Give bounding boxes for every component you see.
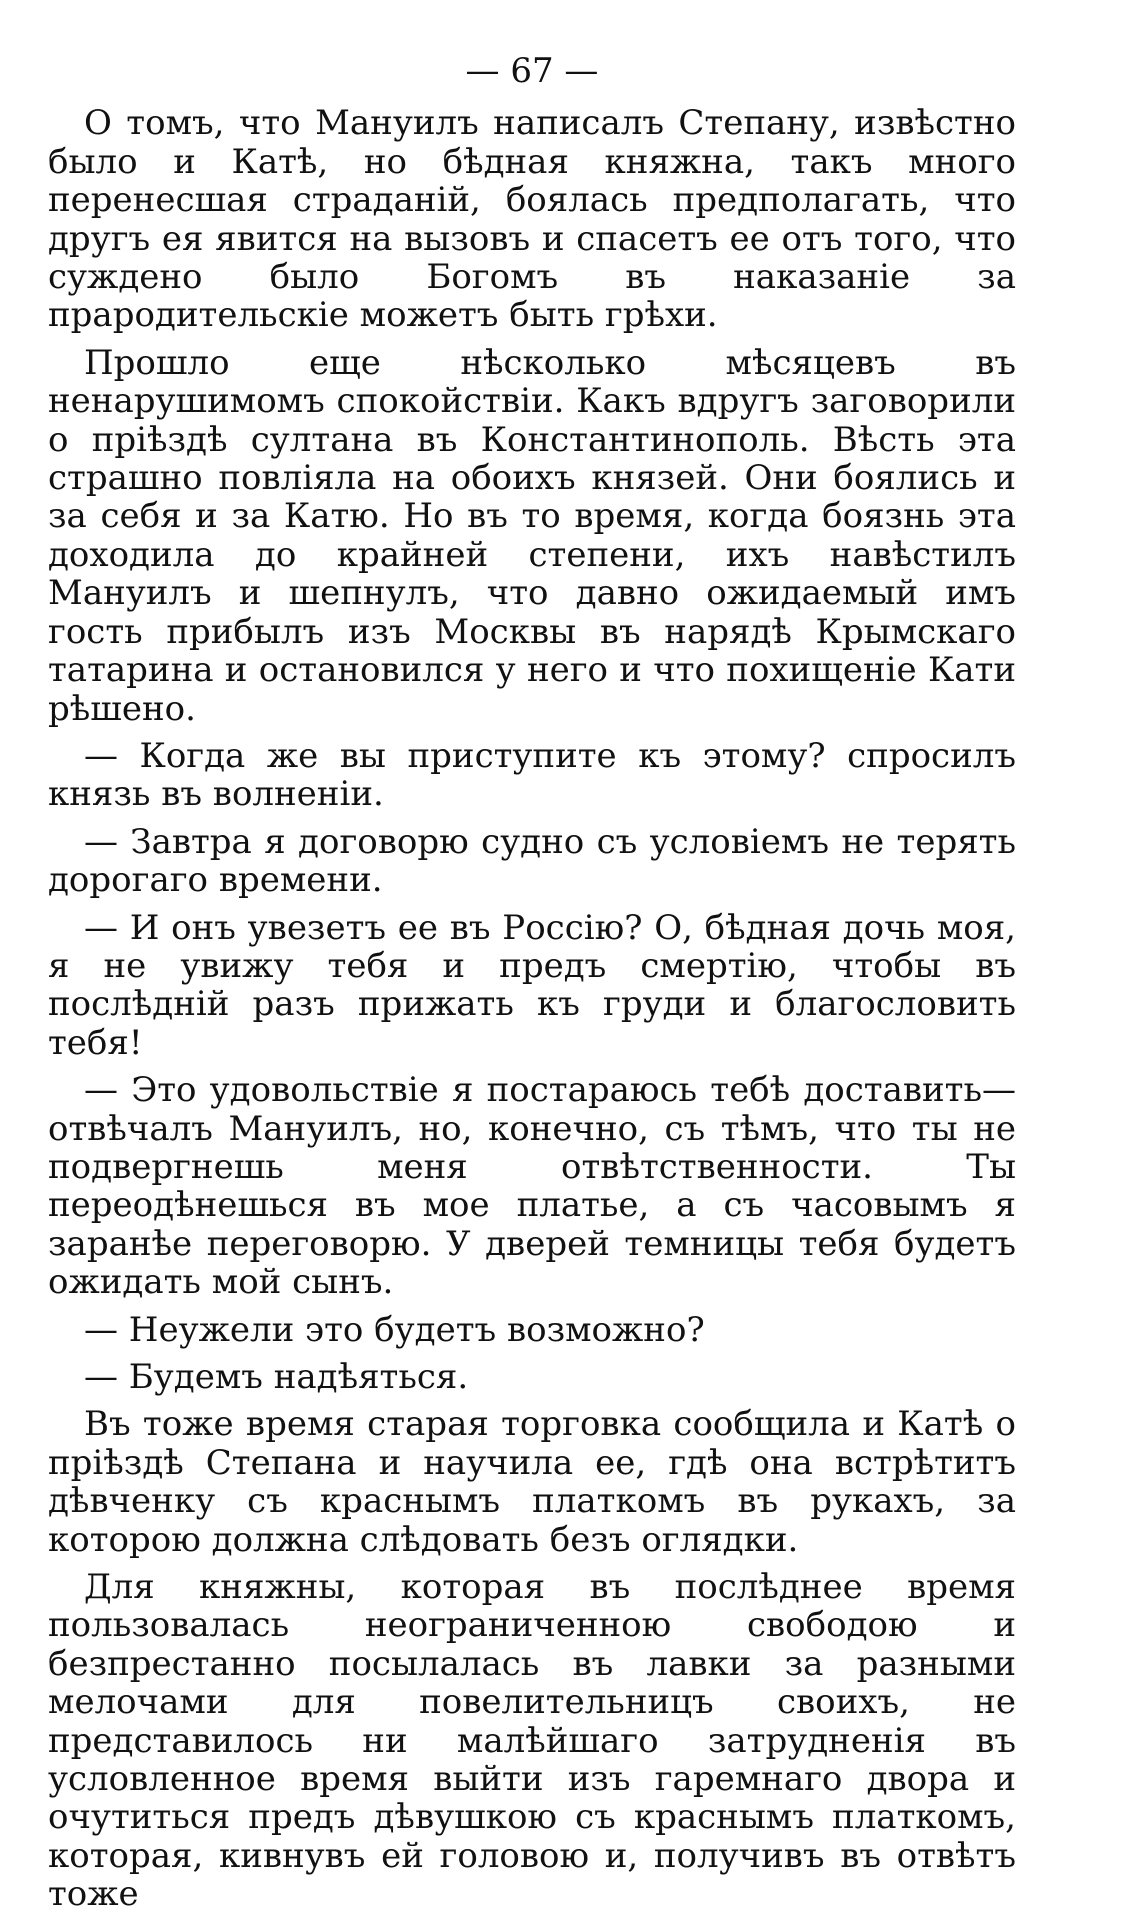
dialog-line: — И онъ увезетъ ее въ Россію? О, бѣдная дочь моя, я не увижу тебя и предъ смертію, чтобы въ послѣдній разъ прижать къ груди и благословить тебя!: [48, 907, 1016, 1063]
paragraph: О томъ, что Мануилъ написалъ Степану, извѣстно было и Катѣ, но бѣдная княжна, такъ много перенесшая страданій, боялась предполагать, что другъ ея явится на вызовъ и спасетъ ее отъ того, что суждено было Богомъ въ наказаніе за прародительскіе можетъ быть грѣхи.: [48, 103, 1016, 336]
paragraph: Для княжны, которая въ послѣднее время пользовалась неограниченною свободою и безпрестанно посылалась въ лавки за разными мелочами для повелительницъ своихъ, не представилось ни малѣйшаго затрудненія въ условленное время выйти изъ гаремнаго двора и очутиться предъ дѣвушкою съ краснымъ платкомъ, которая, кивнувъ ей головою и, получивъ въ отвѣтъ тоже: [48, 1567, 1016, 1915]
dialog-line: — Когда же вы приступите къ этому? спросилъ князь въ волненіи.: [48, 735, 1016, 815]
dialog-line: — Это удовольствіе я постараюсь тебѣ доставить— отвѣчалъ Мануилъ, но, конечно, съ тѣмъ, что ты не подвергнешь меня отвѣтственности. Ты переодѣнешься въ мое платье, а съ часовымъ я заранѣе переговорю. У дверей темницы тебя будетъ ожидать мой сынъ.: [48, 1070, 1016, 1303]
dialog-line: — Завтра я договорю судно съ условіемъ не терять дорогаго времени.: [48, 821, 1016, 901]
page-number: — 67 —: [465, 51, 599, 91]
dialog-line: — Будемъ надѣяться.: [84, 1357, 469, 1397]
dialog-line: — Неужели это будетъ возможно?: [84, 1309, 705, 1350]
book-page: [48, 52, 1016, 1923]
paragraph: Въ тоже время старая торговка сообщила и Катѣ о пріѣздѣ Степана и научила ее, гдѣ она встрѣтитъ дѣвченку съ краснымъ платкомъ въ рукахъ, за которою должна слѣдовать безъ оглядки.: [48, 1404, 1016, 1560]
paragraph: Прошло еще нѣсколько мѣсяцевъ въ ненарушимомъ спокойствіи. Какъ вдругъ заговорили о пріѣздѣ султана въ Константинополь. Вѣсть эта страшно повліяла на обоихъ князей. Они боялись и за себя и за Катю. Но въ то время, когда боязнь эта доходила до крайней степени, ихъ навѣстилъ Мануилъ и шепнулъ, что давно ожидаемый имъ гость прибылъ изъ Москвы въ нарядѣ Крымскаго татарина и остановился у него и что похищеніе Кати рѣшено.: [48, 342, 1016, 729]
